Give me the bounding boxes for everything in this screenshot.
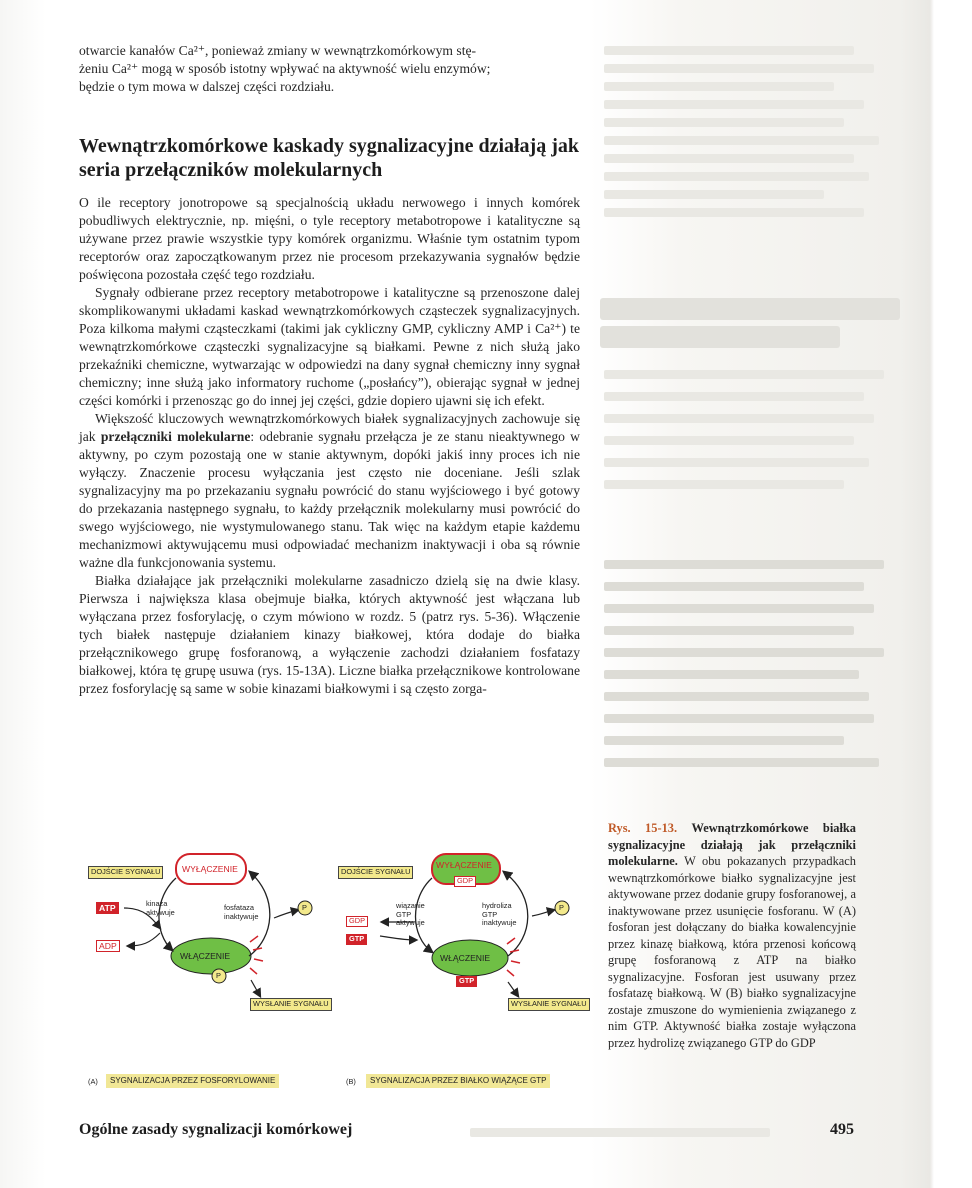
paragraph-1: O ile receptory jonotropowe są specjalnością układu nerwowego i innych komórek pobudliwych elektrycznie, np. mięśni, o tyle receptory metabotropowe i katalityczne są używane przez prawie wszystkie typy komórek organizmu. Właśnie tym ostatnim typom receptorów oraz zapoczątkowanym przez nie procesom przekazywania sygnałów będzie poświęcona pozostała część tego rozdziału. <box>79 195 580 282</box>
paragraph-3-rest: : odebranie sygnału przełącza je ze stanu nieaktywnego w aktywny, po czym pozostają one w stanie aktywnym, dopóki jakiś inny proces ich nie wyłączy. Znaczenie procesu wyłączania jest często nie doceniane. Jeśli szlak sygnalizacyjny ma po przekazaniu sygnału powrócić do stanu wyjściowego i być gotowy do przekazania następnego sygnału, to każdy przełącznik molekularny musi powrócić do swego wyjściowego, nie wystymulowanego stanu. Tak więc na każdym etapie każdemu mechanizmowi aktywującemu musi odpowiadać mechanizm inaktywacji i oba są równie ważne dla funkcjonowania systemu. <box>79 429 580 570</box>
free-phosphate-label-a: P <box>302 903 307 912</box>
caption-number: Rys. 15-13. <box>608 821 678 835</box>
on-label-a: WŁĄCZENIE <box>180 951 231 961</box>
phosphatase-label: fosfataza inaktywuje <box>224 903 259 921</box>
off-label-a: WYŁĄCZENIE <box>182 864 238 874</box>
page-gutter-shade <box>0 0 46 1188</box>
bound-phosphate-label-a: P <box>216 971 221 980</box>
adp-label: ADP <box>96 940 120 952</box>
gdp-out-label: GDP <box>346 916 368 927</box>
signal-output-label-a: WYSŁANIE SYGNAŁU <box>250 998 332 1011</box>
kinase-label: kinaza aktywuje <box>146 899 175 917</box>
caption-text: W obu pokazanych przypadkach wewnątrzkomórkowe białko sygnalizacyjne jest aktywowane przez dodanie grupy fosforanowej, a inaktywowane przez usunięcie fosforanu. W (A) fosforan jest dołączany do białka kowalencyjnie przez kinazę białkową, która przenosi końcową grupę fosforanową z ATP na białko sygnalizacyjne. Fosforan jest usuwany przez fosfatazę białkową. W (B) białko sygnalizacyjne zostaje zmuszone do wymienienia związanego z nim GTP. Aktywność białka zostaje wyłączona przez hydrolizę związanego GTP do GDP <box>608 854 856 1050</box>
output-arrow-a <box>251 980 260 996</box>
gtp-binding-arrow <box>380 936 416 940</box>
atp-label: ATP <box>96 902 119 914</box>
gtp-binding-label: wiązanie GTP aktywuje <box>396 901 425 927</box>
phosphate-release-arrow-a <box>274 910 298 918</box>
paragraph-3 <box>79 410 580 572</box>
intro-paragraph <box>79 42 580 96</box>
intro-line: będzie o tym mowa w dalszej części rozdziału. <box>79 79 335 94</box>
phosphate-release-arrow-b <box>532 910 554 916</box>
adp-arrow <box>128 933 160 946</box>
signal-input-label-a: DOJŚCIE SYGNAŁU <box>88 866 163 879</box>
signal-rays-a <box>250 936 263 974</box>
gdp-bound-label: GDP <box>454 876 476 887</box>
gtp-bound-label: GTP <box>456 976 477 987</box>
gtp-in-label: GTP <box>346 934 367 945</box>
intro-line: otwarcie kanałów Ca²⁺, ponieważ zmiany w wewnątrzkomórkowym stę- <box>79 43 477 58</box>
caption-title: Wewnątrzkomórkowe białka sygnalizacyjne działają jak przełączniki molekularne. <box>608 821 856 868</box>
paragraph-3-start: Większość kluczowych wewnątrzkomórkowych białek sygnalizacyjnych zachowuje się jak <box>79 411 580 444</box>
panel-a-caption-bar: SYGNALIZACJA PRZEZ FOSFORYLOWANIE <box>106 1074 279 1088</box>
figure-15-13 <box>84 838 596 1098</box>
key-term: przełączniki molekularne <box>100 429 251 444</box>
signal-output-label-b: WYSŁANIE SYGNAŁU <box>508 998 590 1011</box>
free-phosphate-label-b: P <box>559 903 564 912</box>
paragraph-4: Białka działające jak przełączniki molekularne zasadniczo dzielą się na dwie klasy. Pierwsza i największa klasa obejmuje białka, których aktywność jest włączana lub wyłączana przez fosforylację, o czym mówiono w rozdz. 5 (patrz rys. 5-36). Włączenie tych białek następuje działaniem kinazy białkowej, która dodaje do białka przełącznikowego grupę fosforanową, a wyłączenie zachodzi działaniem fosfatazy białkowej, która tę grupę usuwa (rys. 15-13A). Liczne białka przełącznikowe kontrolowane przez fosforylację są same w sobie kinazami białkowymi i są często zorga- <box>79 573 580 696</box>
figure-caption <box>608 820 856 1051</box>
paragraph-2: Sygnały odbierane przez receptory metabotropowe i katalityczne są przenoszone dalej skomplikowanymi układami kaskad wewnątrzkomórkowych cząsteczek sygnalizacyjnych. Poza kilkoma małymi cząsteczkami (takimi jak cykliczny GMP, cykliczny AMP i Ca²⁺) te wewnątrzkomórkowe cząsteczki sygnalizacyjne są białkami. Pewne z nich służą jako przekaźniki chemiczne, wytwarzając w odpowiedzi na dany sygnał chemiczny inny sygnał chemiczny; inne służą jako informatory ruchome („posłańcy”), obierając sygnał w jednej części komórki i przenosząc go do innej jej części, gdzie dopiero ujawni się ich efekt. <box>79 285 580 408</box>
signal-input-label-b: DOJŚCIE SYGNAŁU <box>338 866 413 879</box>
page-number: 495 <box>830 1121 854 1138</box>
panel-a-letter: (A) <box>88 1077 98 1086</box>
panel-b-letter: (B) <box>346 1077 356 1086</box>
signal-rays-b <box>507 938 520 976</box>
section-heading: Wewnątrzkomórkowe kaskady sygnalizacyjne działają jak seria przełączników molekularnych <box>79 135 579 181</box>
running-footer: Ogólne zasady sygnalizacji komórkowej <box>79 1121 353 1138</box>
intro-line: żeniu Ca²⁺ mogą w sposób istotny wpływać na aktywność wielu enzymów; <box>79 61 491 76</box>
off-label-b: WYŁĄCZENIE <box>436 860 492 870</box>
panel-b-caption-bar: SYGNALIZACJA PRZEZ BIAŁKO WIĄŻĄCE GTP <box>366 1074 550 1088</box>
on-label-b: WŁĄCZENIE <box>440 953 491 963</box>
body-text <box>79 194 580 698</box>
gtp-hydrolysis-label: hydroliza GTP inaktywuje <box>482 901 517 927</box>
output-arrow-b <box>508 982 518 996</box>
